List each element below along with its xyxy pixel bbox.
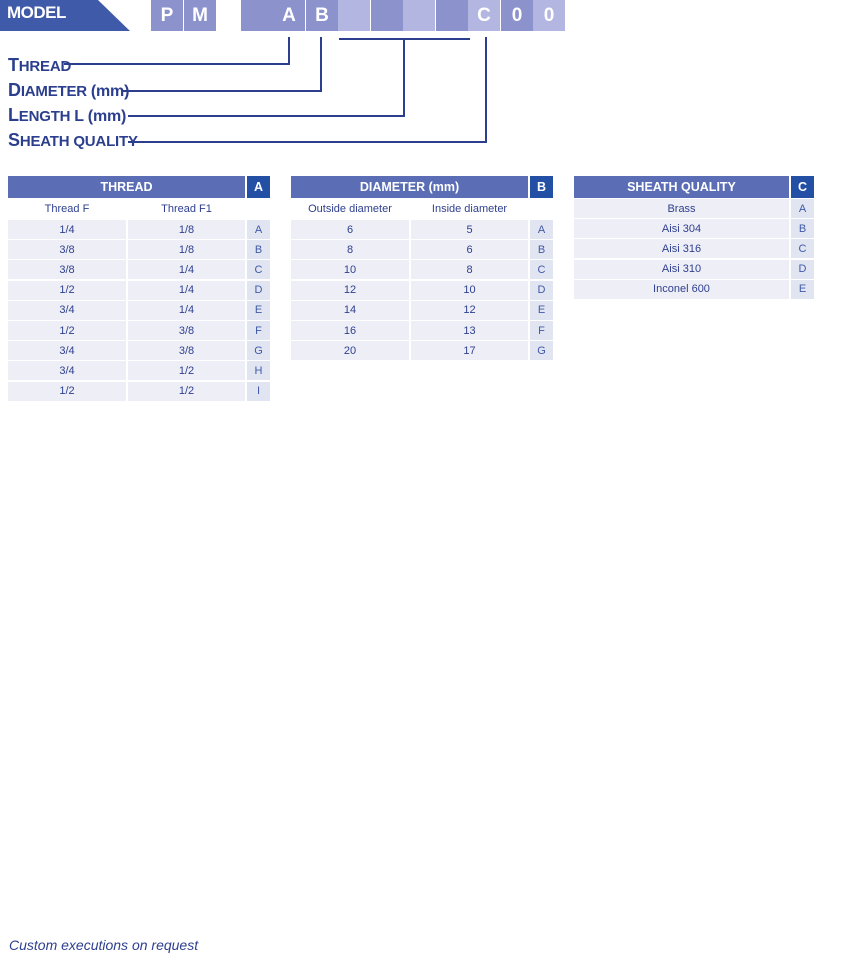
sheath-leader-vertical (485, 37, 487, 143)
callout-thread (8, 56, 71, 76)
sheath-code-cell: C (791, 239, 814, 258)
diameter-leader-horizontal (122, 90, 322, 92)
thread-f1-cell: 1/4 (128, 260, 245, 279)
diameter-code-cell: D (530, 281, 553, 300)
thread-col-header-f: Thread F (8, 199, 126, 218)
thread-f-cell: 3/8 (8, 260, 126, 279)
thread-code-cell: B (247, 240, 270, 259)
thread-f1-cell: 3/8 (128, 321, 245, 340)
footer-note: Custom executions on request (9, 937, 199, 953)
diameter-table-code: B (530, 176, 553, 198)
outside-diameter-cell: 8 (291, 240, 409, 259)
diameter-code-cell: C (530, 260, 553, 279)
inside-diameter-cell: 13 (411, 321, 528, 340)
callout-sheath-initial: S (8, 130, 20, 150)
sheath-code-cell: A (791, 199, 814, 218)
diameter-code-cell: B (530, 240, 553, 259)
length-leader-horizontal (128, 115, 405, 117)
code-box-2: M (184, 0, 216, 31)
inside-diameter-cell: 8 (411, 260, 528, 279)
code-box-6 (338, 0, 370, 31)
sheath-material-cell: Aisi 304 (574, 219, 789, 238)
diameter-code-cell: G (530, 341, 553, 360)
inside-diameter-cell: 5 (411, 220, 528, 239)
sheath-material-cell: Inconel 600 (574, 280, 789, 299)
code-box-5: B (306, 0, 338, 31)
sheath-code-cell: D (791, 260, 814, 279)
diameter-col-header-inside: Inside diameter (411, 199, 528, 218)
sheath-table-code: C (791, 176, 814, 198)
thread-code-cell: A (247, 220, 270, 239)
thread-f1-cell: 1/2 (128, 382, 245, 401)
thread-f-cell: 3/4 (8, 341, 126, 360)
callout-diameter-text: IAMETER (20, 83, 87, 100)
outside-diameter-cell: 10 (291, 260, 409, 279)
length-leader-vertical (403, 38, 405, 117)
code-box-9 (436, 0, 468, 31)
thread-f-cell: 3/8 (8, 240, 126, 259)
diameter-col-header-outside: Outside diameter (291, 199, 409, 218)
thread-code-cell: E (247, 301, 270, 320)
code-box-3 (241, 0, 273, 31)
callout-length-unit: L (mm) (74, 108, 127, 125)
diameter-code-cell: A (530, 220, 553, 239)
thread-f1-cell: 1/2 (128, 361, 245, 380)
sheath-table-title: SHEATH QUALITY (574, 176, 789, 198)
sheath-material-cell: Brass (574, 199, 789, 218)
code-box-7 (371, 0, 403, 31)
thread-leader-vertical (288, 37, 290, 65)
callout-diameter-initial: D (8, 80, 21, 100)
inside-diameter-cell: 12 (411, 301, 528, 320)
inside-diameter-cell: 10 (411, 281, 528, 300)
thread-table-code: A (247, 176, 270, 198)
code-box-12: 0 (533, 0, 565, 31)
code-box-4: A (273, 0, 305, 31)
thread-table-title: THREAD (8, 176, 245, 198)
callout-length-initial: L (8, 105, 19, 125)
diameter-code-cell: E (530, 301, 553, 320)
model-label: MODEL (7, 3, 66, 22)
thread-f-cell: 3/4 (8, 301, 126, 320)
callout-diameter-unit: (mm) (90, 83, 130, 100)
thread-f1-cell: 1/4 (128, 301, 245, 320)
callout-diameter (8, 81, 129, 101)
thread-f1-cell: 1/4 (128, 281, 245, 300)
inside-diameter-cell: 17 (411, 341, 528, 360)
callout-length (8, 106, 126, 126)
callout-length-text: ENGTH (18, 108, 71, 125)
code-box-10: C (468, 0, 500, 31)
thread-code-cell: I (247, 382, 270, 401)
diameter-table-title: DIAMETER (mm) (291, 176, 528, 198)
thread-f-cell: 3/4 (8, 361, 126, 380)
diameter-code-cell: F (530, 321, 553, 340)
callout-thread-text: HREAD (18, 58, 72, 75)
thread-leader-horizontal (64, 63, 290, 65)
inside-diameter-cell: 6 (411, 240, 528, 259)
code-box-11: 0 (501, 0, 533, 31)
thread-col-header-f1: Thread F1 (128, 199, 245, 218)
thread-code-cell: G (247, 341, 270, 360)
thread-f-cell: 1/4 (8, 220, 126, 239)
thread-f1-cell: 1/8 (128, 220, 245, 239)
outside-diameter-cell: 20 (291, 341, 409, 360)
sheath-material-cell: Aisi 310 (574, 260, 789, 279)
sheath-leader-horizontal (128, 141, 487, 143)
code-box-1: P (151, 0, 183, 31)
thread-f1-cell: 1/8 (128, 240, 245, 259)
thread-f-cell: 1/2 (8, 281, 126, 300)
thread-code-cell: D (247, 281, 270, 300)
callout-sheath-text: HEATH QUALITY (19, 133, 138, 150)
outside-diameter-cell: 14 (291, 301, 409, 320)
thread-f-cell: 1/2 (8, 321, 126, 340)
thread-f-cell: 1/2 (8, 382, 126, 401)
diameter-leader-vertical (320, 37, 322, 92)
outside-diameter-cell: 16 (291, 321, 409, 340)
code-box-8 (403, 0, 435, 31)
thread-f1-cell: 3/8 (128, 341, 245, 360)
thread-code-cell: H (247, 361, 270, 380)
sheath-code-cell: B (791, 219, 814, 238)
sheath-material-cell: Aisi 316 (574, 239, 789, 258)
thread-code-cell: F (247, 321, 270, 340)
outside-diameter-cell: 6 (291, 220, 409, 239)
callout-thread-initial: T (8, 55, 19, 75)
outside-diameter-cell: 12 (291, 281, 409, 300)
thread-code-cell: C (247, 260, 270, 279)
sheath-code-cell: E (791, 280, 814, 299)
callout-sheath (8, 131, 138, 151)
